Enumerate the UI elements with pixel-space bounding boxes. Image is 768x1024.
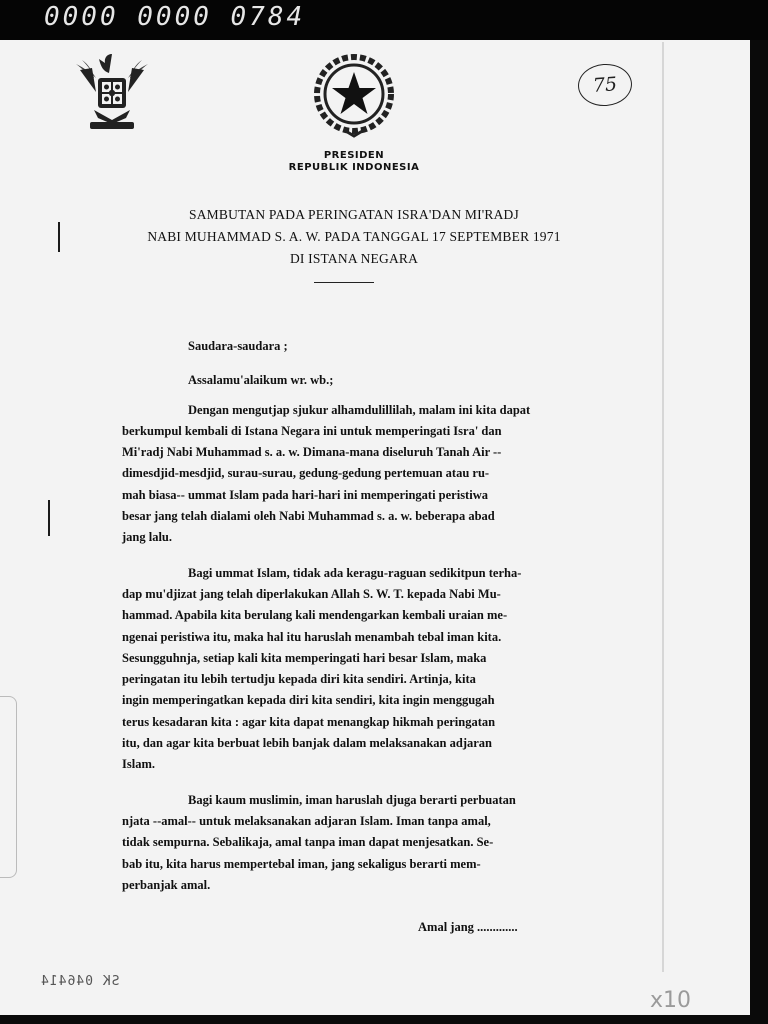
text-line: njata --amal-- untuk melaksanakan adjaran Islam. Iman tanpa amal, [122, 813, 491, 828]
text-line: Islam. [122, 757, 155, 772]
text-line: ngenai peristiwa itu, maka hal itu haruslah menambah tebal iman kita. [122, 629, 502, 644]
paragraph-1 [122, 400, 592, 549]
letterhead-line-2: REPUBLIK INDONESIA [288, 162, 420, 173]
film-strip-right [750, 40, 768, 1024]
text-line: mah biasa-- ummat Islam pada hari-hari ini memperingati peristiwa [122, 487, 488, 502]
text-line: jang lalu. [122, 530, 173, 545]
salutation-2: Assalamu'alaikum wr. wb.; [188, 373, 334, 388]
text-line: itu, dan agar kita berbuat lebih banjak dalam melaksanakan adjaran [122, 736, 492, 751]
text-line: tidak sempurna. Sebalikaja, amal tanpa iman dapat menjesatkan. Se- [122, 835, 494, 850]
speech-body [122, 336, 592, 896]
document-title [100, 204, 608, 270]
letterhead-line-1: PRESIDEN [323, 150, 385, 161]
text-line: perbanjak amal. [122, 877, 211, 892]
presidential-seal-icon [311, 54, 397, 138]
text-line: Bagi ummat Islam, tidak ada keragu-raguan sedikitpun terha- [188, 565, 522, 580]
film-strip-top [0, 0, 768, 40]
text-line: dap mu'djizat jang telah diperlakukan Allah S. W. T. kepada Nabi Mu- [122, 586, 501, 601]
corner-mark: x10 [650, 988, 692, 1013]
text-line: Mi'radj Nabi Muhammad s. a. w. Dimana-mana diseluruh Tanah Air -- [122, 445, 502, 460]
text-line: Dengan mengutjap sjukur alhamdulillilah, malam ini kita dapat [188, 402, 531, 417]
binder-tab-outline [0, 696, 17, 878]
margin-mark [48, 500, 50, 536]
archive-code: SK 046414 [40, 974, 120, 989]
title-line-1: SAMBUTAN PADA PERINGATAN ISRA'DAN MI'RADJ [189, 207, 519, 222]
text-line: berkumpul kembali di Istana Negara ini untuk memperingati Isra' dan [122, 423, 502, 438]
text-line: ingin memperingatkan kepada diri kita sendiri, kita ingin menggugah [122, 693, 495, 708]
text-line: hammad. Apabila kita berulang kali mendengarkan kembali uraian me- [122, 608, 508, 623]
text-line: peringatan itu lebih tertudju kepada diri kita sendiri. Artinja, kita [122, 672, 476, 687]
salutation-1: Saudara-saudara ; [188, 339, 288, 353]
text-line: besar jang telah dialami oleh Nabi Muhammad s. a. w. beberapa abad [122, 509, 495, 524]
title-line-3: DI ISTANA NEGARA [289, 251, 419, 266]
paragraph-3 [122, 790, 592, 896]
text-line: dimesdjid-mesdjid, surau-surau, gedung-gedung pertemuan atau ru- [122, 466, 490, 481]
title-line-2: NABI MUHAMMAD S. A. W. PADA TANGGAL 17 SEPTEMBER 1971 [147, 229, 561, 244]
film-strip-bottom [0, 1015, 768, 1024]
page-edge-line [662, 42, 664, 972]
text-line: Bagi kaum muslimin, iman haruslah djuga berarti perbuatan [188, 792, 516, 807]
closing-line: Amal jang ............. [418, 920, 518, 934]
paragraph-2 [122, 563, 592, 776]
text-line: Sesungguhnja, setiap kali kita memperingati hari besar Islam, maka [122, 650, 487, 665]
handwritten-page-number: 75 [577, 62, 634, 108]
margin-mark [58, 222, 60, 252]
garuda-emblem-icon [72, 50, 152, 134]
text-line: bab itu, kita harus mempertebal iman, jang sekaligus berarti mem- [122, 856, 481, 871]
title-divider [314, 282, 374, 283]
letterhead [254, 150, 454, 174]
text-line: terus kesadaran kita : agar kita dapat menangkap hikmah peringatan [122, 714, 496, 729]
frame-counter: 0000 0000 0784 [44, 2, 306, 32]
